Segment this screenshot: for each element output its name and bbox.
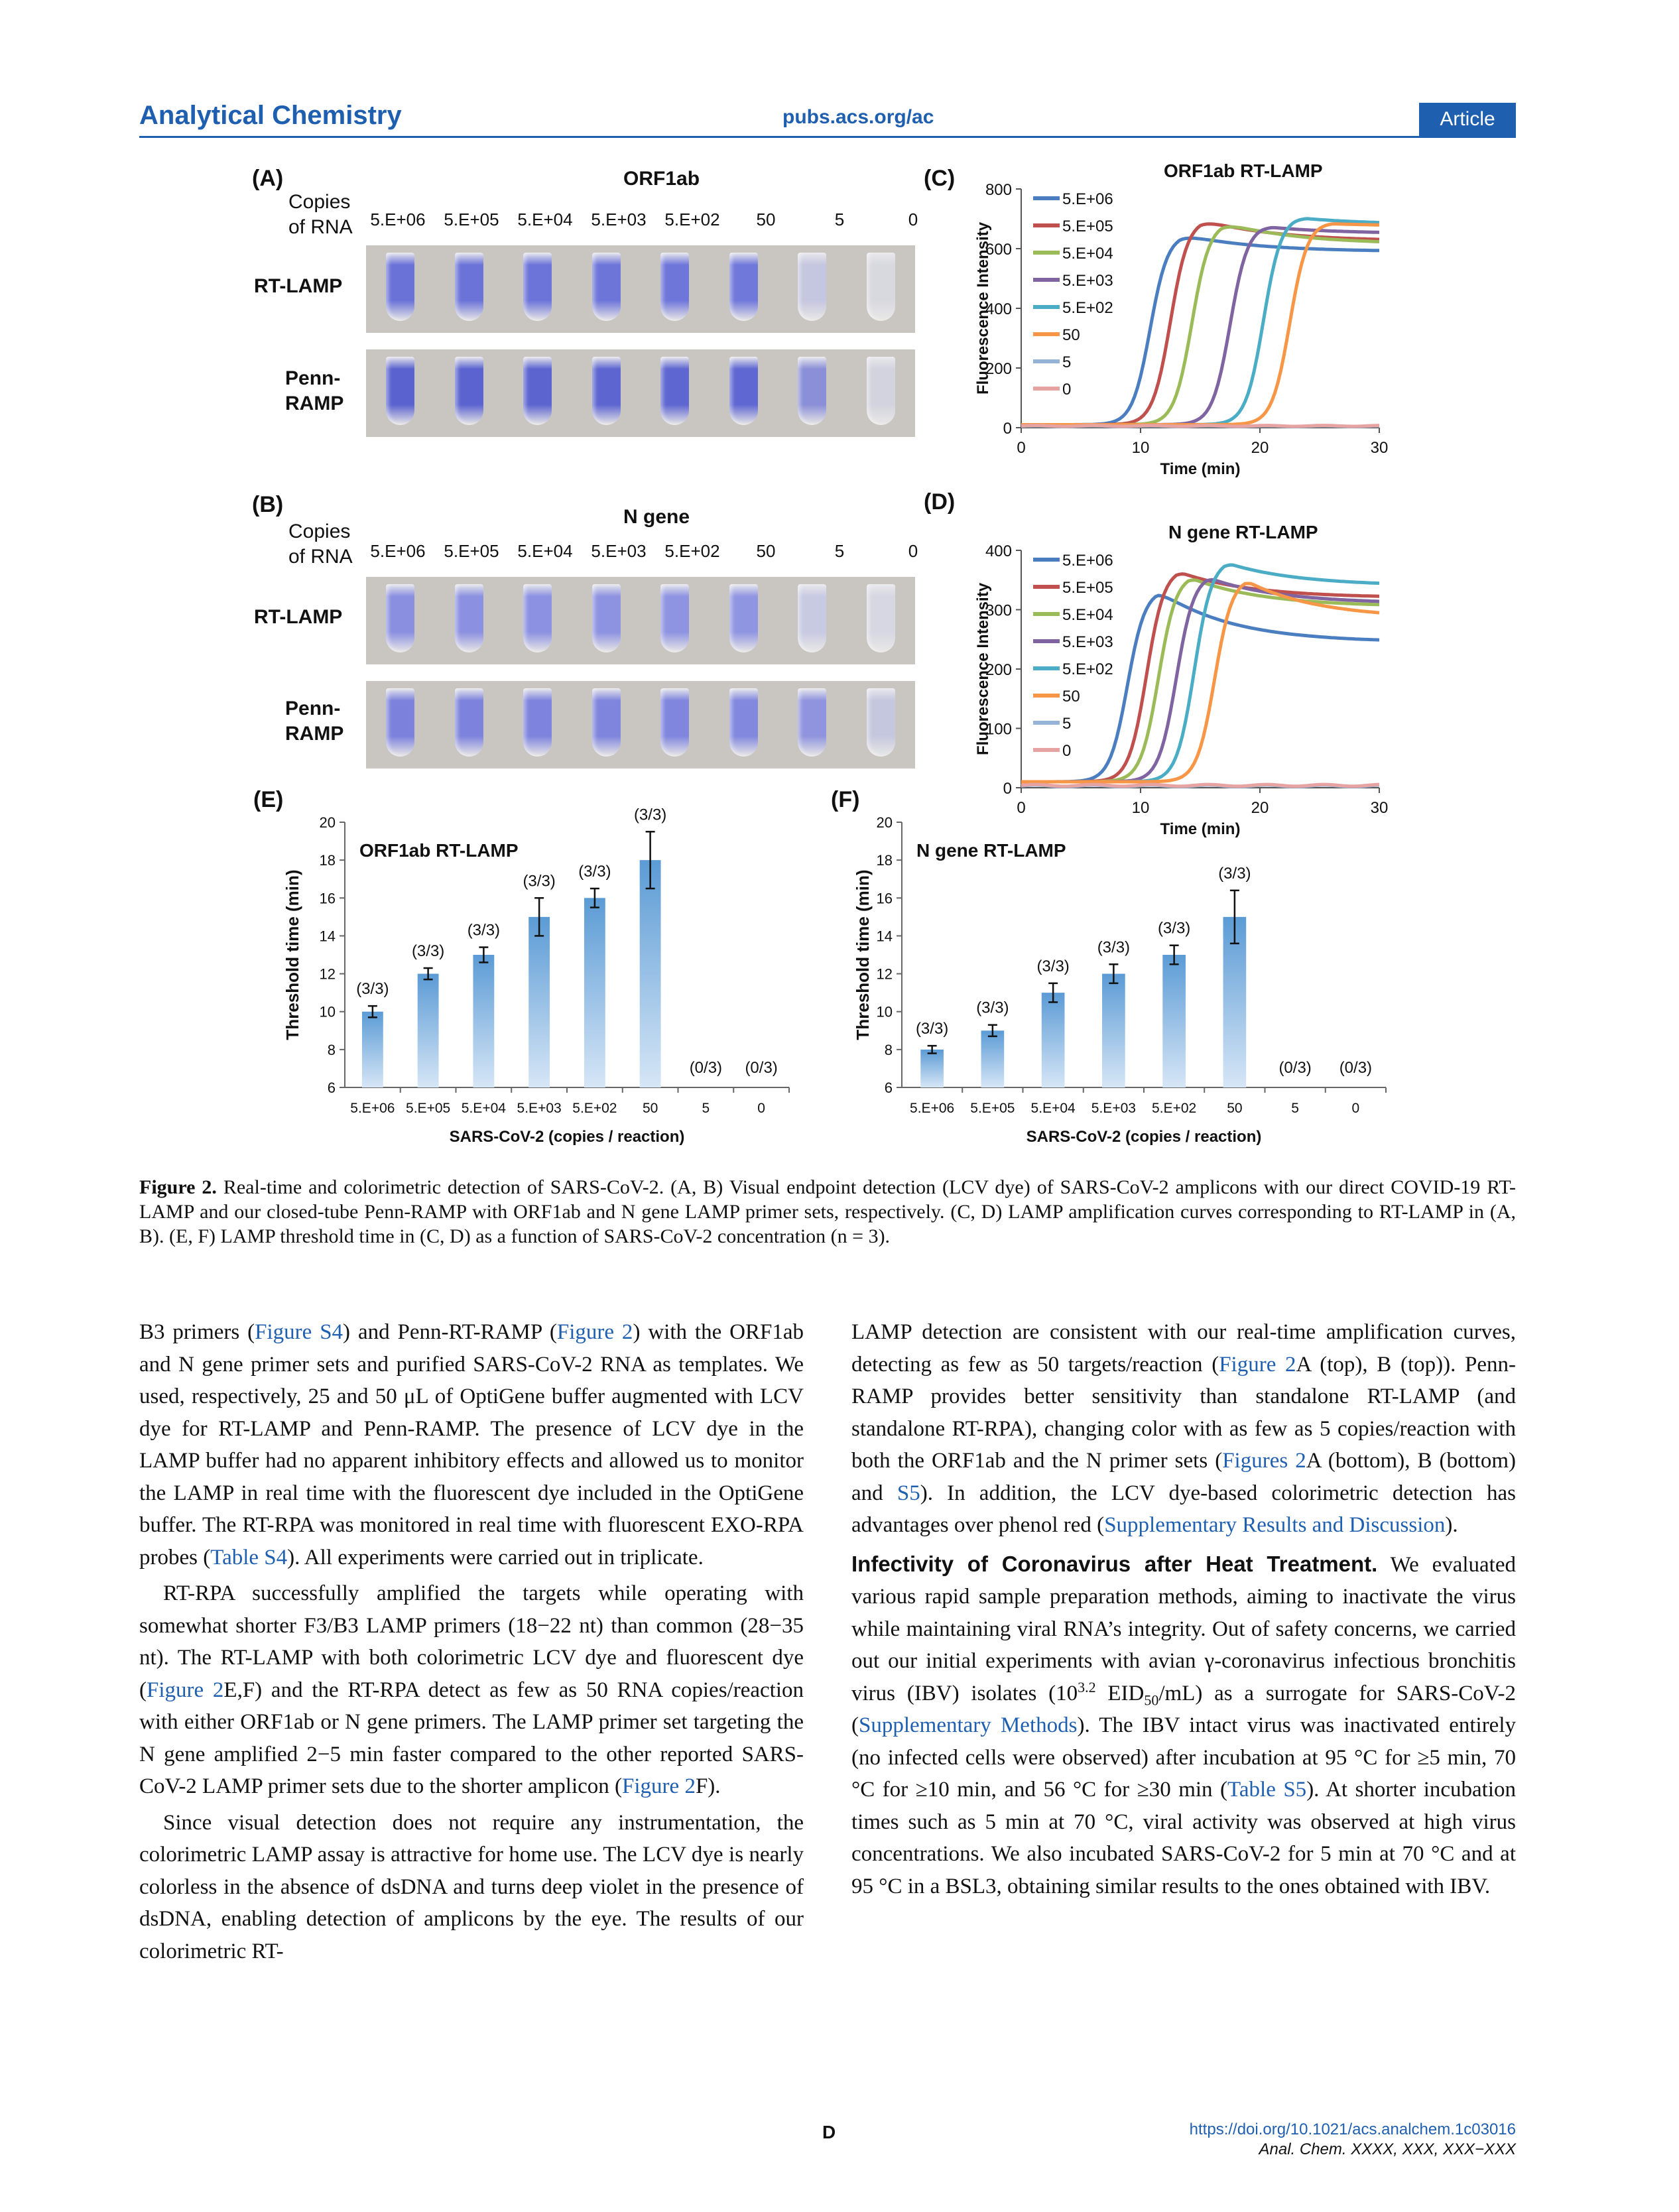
- link-figure-2[interactable]: Figure 2: [147, 1678, 224, 1702]
- bar: [1102, 974, 1125, 1087]
- bar: [981, 1030, 1005, 1087]
- header-rule: [139, 136, 1516, 138]
- tube: [798, 357, 826, 425]
- y-tick-label: 20: [876, 814, 893, 831]
- page-number: D: [822, 2122, 836, 2142]
- conc-label: 5.E+06: [370, 541, 426, 561]
- bar: [418, 974, 439, 1087]
- x-tick-label: 5.E+05: [406, 1101, 451, 1116]
- panel-a-concentration-row: [361, 210, 918, 232]
- data-label: (3/3): [976, 999, 1009, 1017]
- tube: [660, 357, 689, 425]
- chart-e-orf1ab-threshold: [279, 799, 822, 1167]
- y-tick-label: 20: [319, 814, 336, 831]
- tube: [386, 688, 414, 757]
- tube: [729, 253, 758, 321]
- legend-label: 5.E+03: [1062, 272, 1113, 290]
- x-tick-label: 30: [1370, 799, 1389, 817]
- section-heading: Infectivity of Coronavirus after Heat Treatment.: [851, 1551, 1378, 1576]
- tube: [592, 688, 621, 757]
- y-tick-label: 300: [985, 601, 1012, 620]
- x-tick-label: 50: [642, 1101, 658, 1116]
- legend-label: 5.E+03: [1062, 633, 1113, 651]
- y-tick-label: 8: [884, 1041, 893, 1058]
- link-figure-2[interactable]: Figure 2: [1219, 1352, 1296, 1377]
- conc-label: 5: [834, 541, 845, 561]
- legend-label: 5: [1062, 353, 1072, 371]
- conc-label: 5.E+05: [444, 210, 499, 229]
- x-axis-label: Time (min): [1160, 820, 1241, 838]
- tube: [523, 357, 552, 425]
- doi-link[interactable]: https://doi.org/10.1021/acs.analchem.1c03016: [1189, 2120, 1516, 2138]
- tube: [455, 253, 483, 321]
- legend-label: 0: [1062, 381, 1072, 399]
- tube: [729, 584, 758, 652]
- x-tick-label: 5.E+03: [517, 1101, 562, 1116]
- paragraph: Since visual detection does not require any instrumentation, the colorimetric LAMP assay is attractive for home use. The LCV dye is nearly colorless in the absence of dsDNA and turns deep violet in the presence of dsDNA, enabling detection of amplicons by the eye. The results of our colorimetric RT-: [139, 1810, 804, 1963]
- conc-label: 5.E+03: [591, 210, 647, 229]
- tube: [867, 584, 895, 652]
- bar: [473, 955, 494, 1087]
- y-tick-label: 600: [985, 241, 1012, 259]
- data-label: (0/3): [689, 1059, 723, 1077]
- bar: [640, 860, 661, 1087]
- conc-label: 5.E+02: [664, 210, 720, 229]
- panel-a-row2-label-1: Penn-: [285, 367, 341, 389]
- conc-label: 50: [756, 541, 776, 561]
- panel-a-copies-label-1: Copies: [288, 191, 351, 213]
- bar: [920, 1050, 944, 1087]
- tube-photo-rt-lamp-n-gene: [366, 577, 915, 664]
- body-column-right: [851, 1316, 1516, 1902]
- y-axis-label: Threshold time (min): [853, 869, 873, 1040]
- y-tick-label: 18: [319, 852, 336, 869]
- data-label: (3/3): [1036, 957, 1070, 975]
- y-tick-label: 200: [985, 360, 1012, 378]
- chart-title: ORF1ab RT-LAMP: [359, 840, 519, 861]
- x-tick-label: 5.E+03: [1091, 1101, 1136, 1116]
- data-label: (0/3): [1278, 1059, 1312, 1077]
- link-table-s5[interactable]: Table S5: [1227, 1778, 1307, 1802]
- tube: [386, 253, 414, 321]
- x-tick-label: 5.E+06: [350, 1101, 395, 1116]
- panel-f-label: (F): [831, 787, 860, 812]
- conc-label: 0: [908, 541, 918, 561]
- tube: [386, 357, 414, 425]
- y-tick-label: 12: [876, 965, 893, 983]
- panel-a-copies-label-2: of RNA: [288, 216, 353, 238]
- y-tick-label: 18: [876, 852, 893, 869]
- conc-label: 0: [908, 210, 918, 229]
- conc-label: 5.E+04: [517, 541, 573, 561]
- x-tick-label: 5.E+06: [910, 1101, 955, 1116]
- y-tick-label: 0: [1003, 780, 1012, 798]
- y-tick-label: 200: [985, 661, 1012, 679]
- x-tick-label: 10: [1131, 439, 1150, 457]
- y-tick-label: 14: [319, 928, 336, 945]
- paragraph: LAMP detection are consistent with our real-time amplification curves, detecting as few as 50 targets/reaction (Figure 2A (top), B (top)). Penn-RAMP provides better sensitivity than standalone RT-LAMP (and standalone RT-RPA), changing color with as few as 5 copies/reaction with both the ORF1ab and the N primer sets (Figures 2A (bottom), B (bottom) and S5). In addition, the LCV dye-based colorimetric detection has advantages over phenol red (Supplementary Results and Discussion).: [851, 1320, 1516, 1537]
- tube: [660, 688, 689, 757]
- link-figures-2[interactable]: Figures 2: [1222, 1449, 1306, 1473]
- journal-url[interactable]: pubs.acs.org/ac: [782, 106, 934, 128]
- chart-title: N gene RT-LAMP: [916, 840, 1066, 861]
- tube: [455, 357, 483, 425]
- x-tick-label: 30: [1370, 439, 1389, 457]
- legend-label: 5: [1062, 715, 1072, 733]
- conc-label: 5.E+04: [517, 210, 573, 229]
- tube: [867, 357, 895, 425]
- tube: [798, 253, 826, 321]
- tube: [729, 357, 758, 425]
- legend-label: 5.E+04: [1062, 606, 1113, 624]
- figure-caption: [139, 1175, 1516, 1249]
- x-tick-label: 5.E+05: [970, 1101, 1015, 1116]
- legend-label: 5.E+02: [1062, 660, 1113, 678]
- y-tick-label: 0: [1003, 420, 1012, 438]
- panel-b-concentration-row: [361, 541, 918, 564]
- conc-label: 5.E+02: [664, 541, 720, 561]
- x-tick-label: 20: [1251, 439, 1269, 457]
- x-tick-label: 5.E+04: [1030, 1101, 1076, 1116]
- y-axis-label: Fluorescence Intensity: [974, 221, 992, 395]
- y-tick-label: 800: [985, 181, 1012, 199]
- panel-b-row2-label-1: Penn-: [285, 698, 341, 719]
- tube: [592, 253, 621, 321]
- y-axis-label: Threshold time (min): [282, 869, 302, 1040]
- chart-title: N gene RT-LAMP: [1168, 522, 1318, 542]
- body-column-left: [139, 1316, 804, 1967]
- x-tick-label: 10: [1131, 799, 1150, 817]
- x-tick-label: 0: [1017, 799, 1026, 817]
- panel-b-label: (B): [252, 492, 284, 517]
- x-tick-label: 5.E+04: [461, 1101, 506, 1116]
- bar: [1042, 993, 1065, 1087]
- paragraph: B3 primers (Figure S4) and Penn-RT-RAMP (Figure 2) with the ORF1ab and N gene primer sets and purified SARS-CoV-2 RNA as templates. We used, respectively, 25 and 50 μL of OptiGene buffer augmented with LCV dye for RT-LAMP and Penn-RAMP. The presence of LCV dye in the LAMP buffer had no apparent inhibitory effects and allowed us to monitor the LAMP in real time with the fluorescent dye included in the OptiGene buffer. The RT-RPA was monitored in real time with fluorescent EXO-RPA probes (Table S4). All experiments were carried out in triplicate.: [139, 1320, 804, 1569]
- y-tick-label: 10: [876, 1003, 893, 1020]
- x-tick-label: 5: [702, 1101, 710, 1116]
- link-s5[interactable]: S5: [897, 1481, 920, 1505]
- chart-title: ORF1ab RT-LAMP: [1164, 160, 1323, 181]
- chart-c-orf1ab-amplification: [968, 159, 1426, 504]
- bar: [584, 898, 605, 1087]
- tube-photo-penn-ramp-orf1ab: [366, 349, 915, 437]
- tube: [867, 253, 895, 321]
- tube: [729, 688, 758, 757]
- tube: [798, 584, 826, 652]
- tube-photo-rt-lamp-orf1ab: [366, 245, 915, 333]
- y-tick-label: 6: [327, 1079, 336, 1096]
- y-tick-label: 6: [884, 1079, 893, 1096]
- tube: [867, 688, 895, 757]
- legend-label: 5.E+02: [1062, 299, 1113, 317]
- x-tick-label: 50: [1227, 1101, 1243, 1116]
- panel-b-copies-label-1: Copies: [288, 521, 351, 542]
- link-table-s4[interactable]: Table S4: [210, 1545, 288, 1569]
- panel-a-label: (A): [252, 166, 284, 191]
- conc-label: 5.E+03: [591, 541, 647, 561]
- tube: [798, 688, 826, 757]
- x-axis-label: SARS-CoV-2 (copies / reaction): [1026, 1128, 1262, 1146]
- tube: [592, 357, 621, 425]
- y-axis-label: Fluorescence Intensity: [974, 582, 992, 756]
- data-label: (3/3): [356, 980, 389, 999]
- legend-label: 50: [1062, 688, 1080, 706]
- tube: [455, 688, 483, 757]
- data-label: (3/3): [578, 863, 611, 881]
- legend-label: 5.E+06: [1062, 190, 1113, 208]
- y-tick-label: 14: [876, 928, 893, 945]
- link-figure-2[interactable]: Figure 2: [622, 1774, 696, 1798]
- bar: [529, 917, 550, 1087]
- panel-c-label: (C): [924, 166, 956, 191]
- panel-a-row2-label-2: RAMP: [285, 393, 344, 414]
- data-label: (3/3): [467, 921, 501, 940]
- panel-b-row2-label-2: RAMP: [285, 723, 344, 745]
- chart-d-n-gene-amplification: [968, 511, 1426, 842]
- x-tick-label: 5.E+02: [572, 1101, 617, 1116]
- chart-f-n-gene-threshold: [849, 799, 1432, 1167]
- y-tick-label: 16: [876, 890, 893, 907]
- data-label: (0/3): [745, 1059, 778, 1077]
- legend-label: 5.E+04: [1062, 245, 1113, 263]
- link-supplementary-results[interactable]: Supplementary Results and Discussion: [1104, 1513, 1446, 1537]
- x-axis-label: Time (min): [1160, 460, 1241, 478]
- y-tick-label: 10: [319, 1003, 336, 1020]
- y-tick-label: 100: [985, 720, 1012, 739]
- tube: [523, 688, 552, 757]
- panel-b-copies-label-2: of RNA: [288, 546, 353, 568]
- tube: [386, 584, 414, 652]
- x-tick-label: 5: [1291, 1101, 1299, 1116]
- link-figure-s4[interactable]: Figure S4: [255, 1320, 343, 1344]
- x-tick-label: 0: [757, 1101, 765, 1116]
- conc-label: 50: [756, 210, 776, 229]
- legend-label: 0: [1062, 742, 1072, 760]
- bar: [362, 1012, 383, 1087]
- legend-label: 50: [1062, 326, 1080, 344]
- x-tick-label: 0: [1017, 439, 1026, 457]
- x-tick-label: 20: [1251, 799, 1269, 817]
- series-line-0: [1021, 784, 1379, 786]
- journal-name: Analytical Chemistry: [139, 101, 402, 130]
- x-tick-label: 5.E+02: [1152, 1101, 1197, 1116]
- data-label: (3/3): [523, 872, 556, 891]
- x-tick-label: 0: [1351, 1101, 1360, 1116]
- x-axis-label: SARS-CoV-2 (copies / reaction): [449, 1128, 685, 1146]
- caption-label: Figure 2.: [139, 1176, 217, 1198]
- data-label: (3/3): [411, 942, 445, 960]
- paragraph: RT-RPA successfully amplified the targets while operating with somewhat shorter F3/B3 LAMP primers (18−22 nt) than common (28−35 nt). The RT-LAMP with both colorimetric LCV dye and fluorescent dye (Figure 2E,F) and the RT-RPA detect as few as 50 RNA copies/reaction with either ORF1ab or N gene primers. The LAMP primer set targeting the N gene amplified 2−5 min faster compared to the other reported SARS-CoV-2 LAMP primer sets due to the shorter amplicon (Figure 2F).: [139, 1581, 804, 1798]
- legend-label: 5.E+05: [1062, 217, 1113, 235]
- data-label: (3/3): [915, 1020, 949, 1038]
- panel-a-row1-label: RT-LAMP: [254, 275, 343, 297]
- bar: [1162, 955, 1186, 1087]
- y-tick-label: 12: [319, 965, 336, 983]
- conc-label: 5.E+06: [370, 210, 426, 229]
- conc-label: 5: [834, 210, 845, 229]
- panel-b-title: N gene: [623, 506, 690, 528]
- conc-label: 5.E+05: [444, 541, 499, 561]
- panel-a-title: ORF1ab: [623, 168, 700, 190]
- tube-photo-penn-ramp-n-gene: [366, 681, 915, 768]
- y-tick-label: 400: [985, 542, 1012, 560]
- y-tick-label: 8: [327, 1041, 336, 1058]
- tube: [660, 253, 689, 321]
- legend-label: 5.E+05: [1062, 579, 1113, 597]
- link-figure-2[interactable]: Figure 2: [556, 1320, 633, 1344]
- data-label: (3/3): [1157, 919, 1191, 938]
- tube: [592, 584, 621, 652]
- citation-line: Anal. Chem. XXXX, XXX, XXX−XXX: [1259, 2140, 1516, 2158]
- tube: [455, 584, 483, 652]
- link-supplementary-methods[interactable]: Supplementary Methods: [859, 1713, 1078, 1737]
- data-label: (3/3): [633, 806, 667, 824]
- data-label: (3/3): [1218, 864, 1251, 883]
- caption-text: Real-time and colorimetric detection of SARS-CoV-2. (A, B) Visual endpoint detection (LCV dye) of SARS-CoV-2 amplicons with our direct COVID-19 RT-LAMP and our closed-tube Penn-RAMP with ORF1ab and N gene LAMP primer sets, respectively. (C, D) LAMP amplification curves corresponding to RT-LAMP in (A, B). (E, F) LAMP threshold time in (C, D) as a function of SARS-CoV-2 concentration (n = 3).: [139, 1176, 1516, 1247]
- y-tick-label: 16: [319, 890, 336, 907]
- legend-label: 5.E+06: [1062, 552, 1113, 570]
- data-label: (0/3): [1339, 1059, 1373, 1077]
- panel-d-label: (D): [924, 489, 956, 515]
- data-label: (3/3): [1097, 938, 1131, 957]
- tube: [523, 584, 552, 652]
- paragraph: Infectivity of Coronavirus after Heat Treatment. We evaluated various rapid sample preparation methods, aiming to inactivate the virus while maintaining viral RNA’s integrity. Out of safety concerns, we carried out our initial experiments with avian γ-coronavirus infectious bronchitis virus (IBV) isolates ($10^{3.2}$ $EID_{50}/mL$) as a surrogate for SARS-CoV-2 (Supplementary Methods). The IBV intact virus was inactivated entirely (no infected cells were observed) after incubation at 95 °C for ≥5 min, 70 °C for ≥10 min, and 56 °C for ≥30 min (Table S5). At shorter incubation times such as 5 min at 70 °C, viral activity was observed at high virus concentrations. We also incubated SARS-CoV-2 for 5 min at 70 °C and at 95 °C in a BSL3, obtaining similar results to the ones obtained with IBV.: [851, 1551, 1517, 1898]
- panel-e-label: (E): [253, 787, 284, 812]
- article-type-badge: Article: [1419, 103, 1516, 136]
- panel-b-row1-label: RT-LAMP: [254, 606, 343, 628]
- tube: [660, 584, 689, 652]
- y-tick-label: 400: [985, 300, 1012, 318]
- tube: [523, 253, 552, 321]
